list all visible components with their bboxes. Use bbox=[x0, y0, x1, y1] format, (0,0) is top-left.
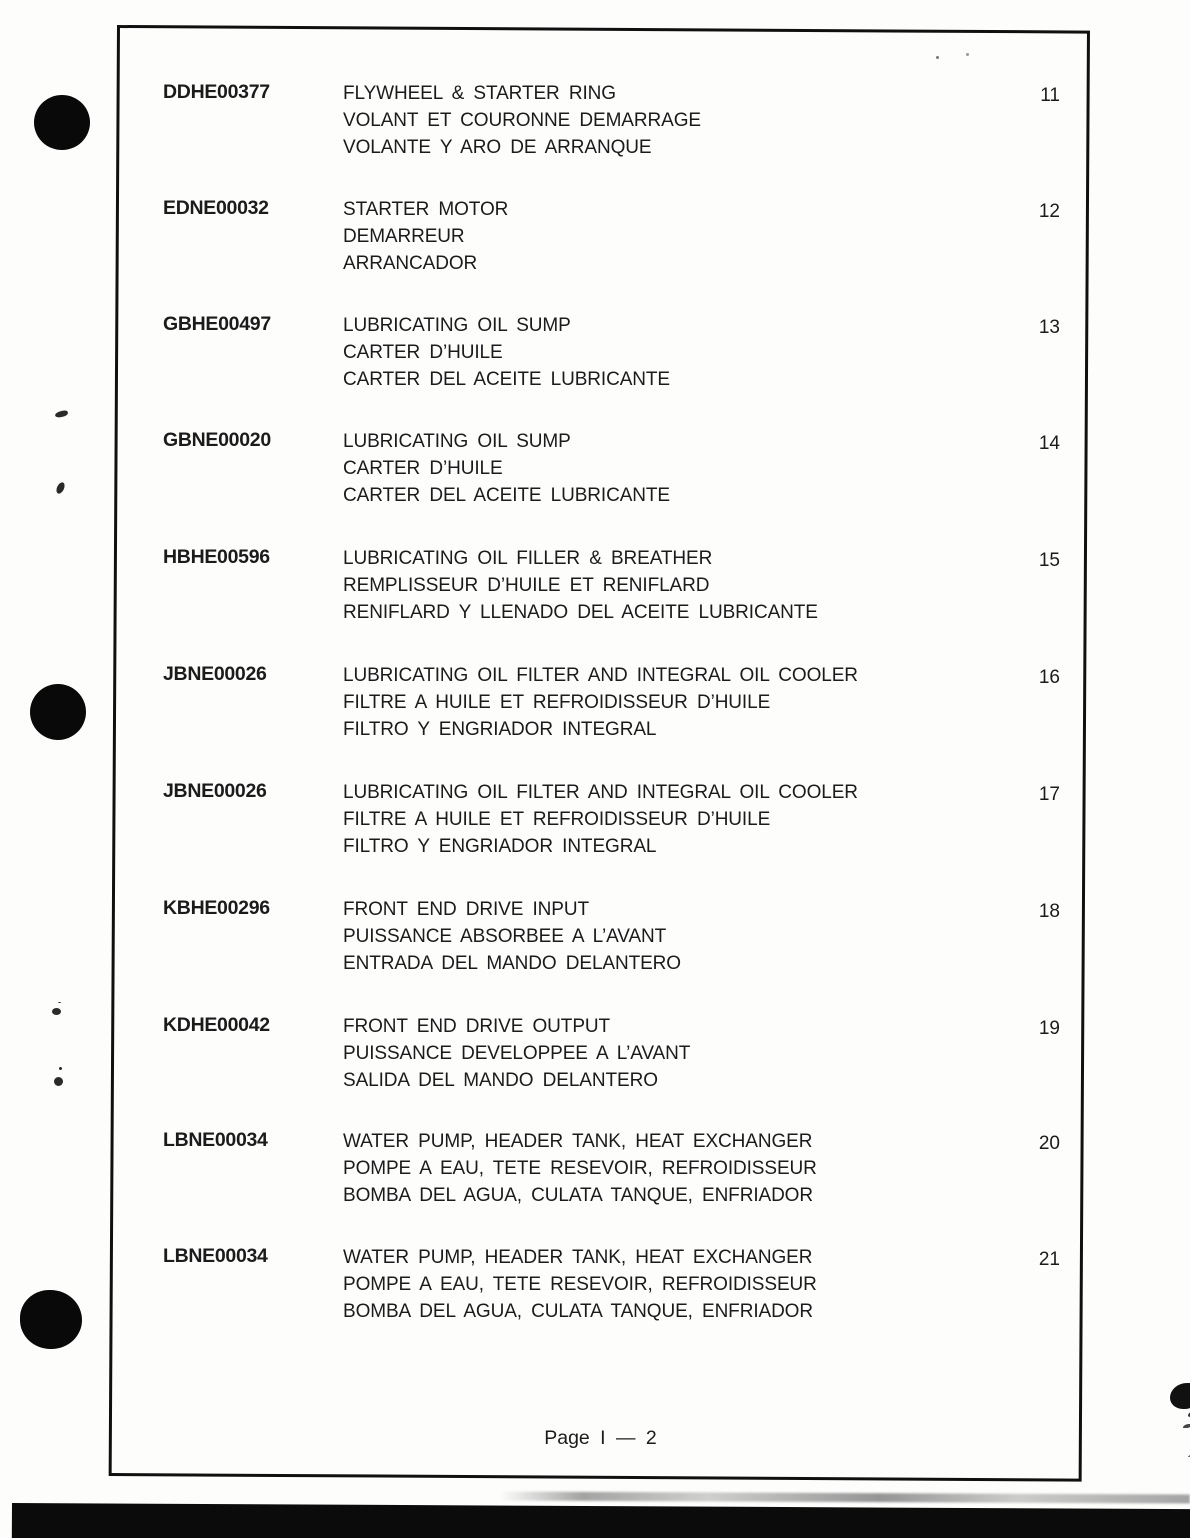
page-number: 18 bbox=[1038, 901, 1060, 922]
part-code: JBNE00026 bbox=[163, 780, 267, 802]
parts-index-entry bbox=[163, 779, 1060, 860]
page-number: 17 bbox=[1038, 784, 1060, 805]
page-number: 14 bbox=[1038, 433, 1060, 454]
description-fr: CARTER D’HUILE bbox=[343, 342, 503, 363]
description-es: ARRANCADOR bbox=[343, 253, 478, 274]
parts-index-entry bbox=[163, 896, 1060, 977]
description-es: SALIDA DEL MANDO DELANTERO bbox=[343, 1070, 658, 1091]
description-es: CARTER DEL ACEITE LUBRICANTE bbox=[343, 485, 670, 506]
description-en: FLYWHEEL & STARTER RING bbox=[343, 83, 616, 104]
description-es: FILTRO Y ENGRIADOR INTEGRAL bbox=[343, 836, 657, 857]
description-es: RENIFLARD Y LLENADO DEL ACEITE LUBRICANTE bbox=[343, 602, 818, 623]
part-code: EDNE00032 bbox=[163, 197, 269, 219]
parts-index-entry bbox=[163, 428, 1060, 509]
scan-ink-blob bbox=[1170, 1383, 1190, 1409]
description-fr: FILTRE A HUILE ET REFROIDISSEUR D’HUILE bbox=[343, 809, 771, 830]
scan-dust-strip bbox=[500, 1491, 1190, 1503]
description-en: LUBRICATING OIL SUMP bbox=[343, 315, 571, 336]
part-code: LBNE00034 bbox=[163, 1129, 268, 1151]
description-en: LUBRICATING OIL FILTER AND INTEGRAL OIL COOLER bbox=[343, 665, 858, 686]
scan-smudge bbox=[55, 410, 69, 419]
description-es: FILTRO Y ENGRIADOR INTEGRAL bbox=[343, 719, 657, 740]
punch-hole-bottom bbox=[20, 1290, 82, 1349]
description-en: WATER PUMP, HEADER TANK, HEAT EXCHANGER bbox=[343, 1247, 813, 1268]
description-fr: FILTRE A HUILE ET REFROIDISSEUR D’HUILE bbox=[343, 692, 771, 713]
page-number: 19 bbox=[1038, 1018, 1060, 1039]
punch-hole-top bbox=[34, 95, 90, 150]
page-number: 11 bbox=[1040, 85, 1060, 106]
scan-smudge bbox=[966, 53, 969, 56]
scan-smudge bbox=[54, 1077, 63, 1086]
part-code: HBHE00596 bbox=[163, 546, 270, 568]
description-fr: DEMARREUR bbox=[343, 226, 465, 247]
description-es: BOMBA DEL AGUA, CULATA TANQUE, ENFRIADOR bbox=[343, 1185, 813, 1206]
part-code: JBNE00026 bbox=[163, 663, 267, 685]
description-fr: POMPE A EAU, TETE RESEVOIR, REFROIDISSEUR bbox=[343, 1158, 817, 1179]
part-code: DDHE00377 bbox=[163, 81, 270, 103]
parts-index-entry bbox=[163, 312, 1060, 393]
description-es: VOLANTE Y ARO DE ARRANQUE bbox=[343, 137, 652, 158]
description-es: ENTRADA DEL MANDO DELANTERO bbox=[343, 953, 681, 974]
parts-index-entry bbox=[163, 196, 1060, 277]
scan-smudge bbox=[936, 56, 939, 59]
description-fr: PUISSANCE ABSORBEE A L’AVANT bbox=[343, 926, 667, 947]
part-code: KDHE00042 bbox=[163, 1014, 270, 1036]
description-en: LUBRICATING OIL FILLER & BREATHER bbox=[343, 548, 713, 569]
parts-index-entry bbox=[163, 1128, 1060, 1209]
description-en: FRONT END DRIVE OUTPUT bbox=[343, 1016, 611, 1037]
page-number: 13 bbox=[1038, 317, 1060, 338]
parts-index-entry bbox=[163, 80, 1060, 161]
page-footer: Page I — 2 bbox=[544, 1427, 657, 1449]
part-code: KBHE00296 bbox=[163, 897, 270, 919]
description-en: WATER PUMP, HEADER TANK, HEAT EXCHANGER bbox=[343, 1131, 813, 1152]
description-fr: POMPE A EAU, TETE RESEVOIR, REFROIDISSEUR bbox=[343, 1274, 817, 1295]
parts-index-entry bbox=[163, 545, 1060, 626]
page-number: 21 bbox=[1038, 1249, 1060, 1270]
description-en: STARTER MOTOR bbox=[343, 199, 509, 220]
punch-hole-middle bbox=[30, 684, 86, 740]
page-number: 20 bbox=[1038, 1133, 1060, 1154]
description-fr: CARTER D’HUILE bbox=[343, 458, 503, 479]
description-es: BOMBA DEL AGUA, CULATA TANQUE, ENFRIADOR bbox=[343, 1301, 813, 1322]
parts-index-entry bbox=[163, 1013, 1060, 1094]
description-fr: REMPLISSEUR D’HUILE ET RENIFLARD bbox=[343, 575, 710, 596]
description-en: LUBRICATING OIL FILTER AND INTEGRAL OIL COOLER bbox=[343, 782, 858, 803]
description-fr: VOLANT ET COURONNE DEMARRAGE bbox=[343, 110, 701, 131]
description-en: FRONT END DRIVE INPUT bbox=[343, 899, 590, 920]
parts-index-entry bbox=[163, 1244, 1060, 1325]
scan-smudge bbox=[55, 481, 66, 495]
part-code: GBNE00020 bbox=[163, 429, 271, 451]
description-es: CARTER DEL ACEITE LUBRICANTE bbox=[343, 369, 670, 390]
page-number: 16 bbox=[1038, 667, 1060, 688]
page-number: 12 bbox=[1038, 201, 1060, 222]
scan-black-bar bbox=[12, 1503, 1190, 1538]
description-en: LUBRICATING OIL SUMP bbox=[343, 431, 571, 452]
page-number: 15 bbox=[1038, 550, 1060, 571]
description-fr: PUISSANCE DEVELOPPEE A L’AVANT bbox=[343, 1043, 691, 1064]
scan-smudge bbox=[52, 1008, 61, 1015]
part-code: LBNE00034 bbox=[163, 1245, 268, 1267]
part-code: GBHE00497 bbox=[163, 313, 271, 335]
parts-index-entry bbox=[163, 662, 1060, 743]
